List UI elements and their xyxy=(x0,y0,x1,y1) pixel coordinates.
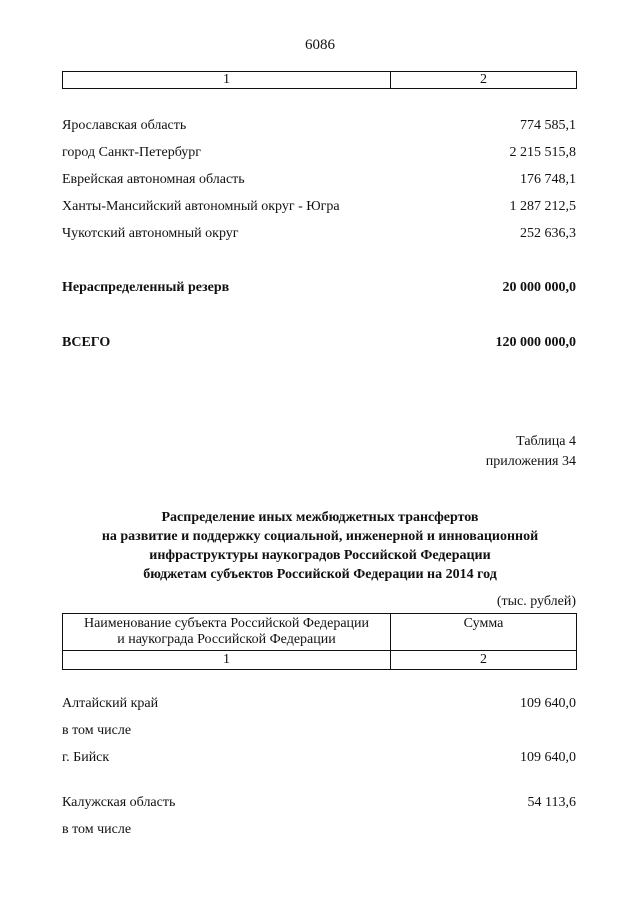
region-name: город Санкт-Петербург xyxy=(62,145,202,160)
table-title-line: Распределение иных межбюджетных трансфертов xyxy=(161,510,479,525)
reserve-value: 20 000 000,0 xyxy=(502,280,576,295)
region-value: 2 215 515,8 xyxy=(509,145,576,160)
top-col2-number: 2 xyxy=(480,72,487,87)
region-value: 774 585,1 xyxy=(520,118,576,133)
units-label: (тыс. рублей) xyxy=(496,594,576,609)
region-name: Еврейская автономная область xyxy=(62,172,245,187)
header-name-line1: Наименование субъекта Российской Федерации xyxy=(83,616,370,631)
city-value: 109 640,0 xyxy=(520,750,576,765)
table-title-line: на развитие и поддержку социальной, инженерной и инновационной xyxy=(101,529,539,544)
table-title-line: бюджетам субъектов Российской Федерации на 2014 год xyxy=(143,567,497,582)
table-row xyxy=(62,197,576,217)
region-value: 1 287 212,5 xyxy=(509,199,576,214)
table-title-line: инфраструктуры наукоградов Российской Федерации xyxy=(149,548,491,563)
reserve-row xyxy=(62,278,576,298)
region-name: Калужская область xyxy=(62,795,176,810)
region-name: Чукотский автономный округ xyxy=(62,226,239,241)
header-col2-number: 2 xyxy=(480,652,487,667)
table-header xyxy=(62,613,577,670)
top-column-numbers xyxy=(62,71,577,89)
total-value: 120 000 000,0 xyxy=(495,335,576,350)
table-row xyxy=(62,793,576,813)
region-value: 54 113,6 xyxy=(527,795,576,810)
region-name: Алтайский край xyxy=(62,696,159,711)
subitem-label: в том числе xyxy=(62,723,132,738)
region-name: Ханты-Мансийский автономный округ - Югра xyxy=(62,199,340,214)
subitem-label: в том числе xyxy=(62,822,132,837)
header-name-line2: и наукограда Российской Федерации xyxy=(117,632,336,647)
table-row xyxy=(62,116,576,136)
table-row xyxy=(62,170,576,190)
city-name: г. Бийск xyxy=(62,750,110,765)
table-row xyxy=(62,721,576,741)
region-value: 109 640,0 xyxy=(520,696,576,711)
header-col1-number: 1 xyxy=(223,652,230,667)
table-row xyxy=(62,748,576,768)
table-row xyxy=(62,694,576,714)
top-col1-number: 1 xyxy=(223,72,230,87)
header-sum: Сумма xyxy=(463,616,504,631)
table-caption-number: Таблица 4 xyxy=(516,434,576,449)
region-value: 252 636,3 xyxy=(520,226,576,241)
table-row xyxy=(62,143,576,163)
total-row xyxy=(62,333,576,353)
table-row xyxy=(62,224,576,244)
table-row xyxy=(62,820,576,840)
table-caption-appendix: приложения 34 xyxy=(485,454,576,469)
total-label: ВСЕГО xyxy=(62,335,111,350)
page-number: 6086 xyxy=(305,37,335,53)
region-value: 176 748,1 xyxy=(520,172,576,187)
region-name: Ярославская область xyxy=(62,118,187,133)
reserve-label: Нераспределенный резерв xyxy=(62,280,230,295)
